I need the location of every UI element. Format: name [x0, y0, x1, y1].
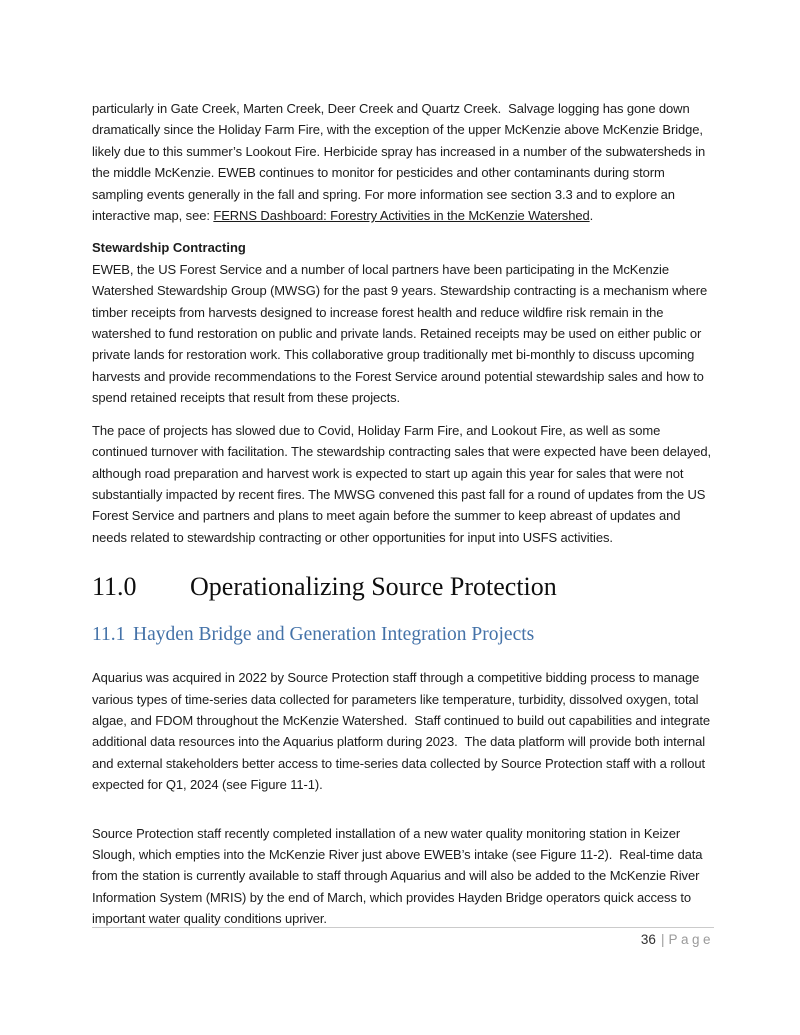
heading-stewardship-contracting: Stewardship Contracting [92, 240, 246, 256]
subsection-title: Hayden Bridge and Generation Integration Projects [133, 624, 535, 646]
ferns-dashboard-link[interactable]: FERNS Dashboard: Forestry Activities in the McKenzie Watershed [213, 208, 590, 224]
page-number-separator: | [660, 932, 665, 947]
paragraph-aquarius: Aquarius was acquired in 2022 by Source Protection staff through a competitive bidding process to manage various types of time-series data collected for parameters like temperature, turbidity, dissolved oxygen, total algae, and FDOM throughout the McKenzie Watershed. Staff continued to build out capabilities and integrate additional data resources into the Aquarius platform during 2023. The data platform will provide both internal and external stakeholders better access to time-series data collected by Source Protection staff with a rollout expected for Q1, 2024 (see Figure 11-1). [92, 670, 714, 793]
document-content [92, 98, 714, 941]
paragraph-forestry-activities [92, 98, 714, 226]
page-label: Page [668, 932, 714, 947]
subsection-number: 11.1 [92, 624, 126, 646]
page-number-area [92, 931, 714, 948]
section-heading-11-0 [92, 572, 714, 602]
paragraph-text: . [589, 208, 594, 224]
section-title: Operationalizing Source Protection [190, 572, 557, 602]
paragraph-keizer-slough: Source Protection staff recently completed installation of a new water quality monitoring station in Keizer Slough, which empties into the McKenzie River just above EWEB’s intake (see Figure 11-2). Real-time data from the station is currently available to staff through Aquarius and will also be added to the McKenzie River Information System (MRIS) by the end of March, which provides Hayden Bridge operators quick access to important water quality conditions upriver. [92, 825, 706, 927]
subsection-heading-11-1 [92, 623, 714, 647]
section-number: 11.0 [92, 572, 137, 602]
paragraph-text: particularly in Gate Creek, Marten Creek, Deer Creek and Quartz Creek. Salvage logging has gone down dramatically since the Holiday Farm Fire, with the exception of the upper McKenzie above McKenzie Bridge, likely due to this summer’s Lookout Fire. Herbicide spray has increased in a number of the subwatersheds in the middle McKenzie. EWEB continues to monitor for pesticides and other contaminants during storm sampling events generally in the fall and spring. For more information see section 3.3 and to explore an interactive map, see: [92, 101, 709, 224]
page-footer [92, 927, 714, 948]
paragraph-project-pace: The pace of projects has slowed due to Covid, Holiday Farm Fire, and Lookout Fire, as well as some continued turnover with facilitation. The stewardship contracting sales that were expected have been delayed, although road preparation and harvest work is expected to start up again this year for sales that were not substantially impacted by recent fires. The MWSG convened this past fall for a round of updates from the US Forest Service and partners and plans to meet again before the summer to keep abreast of updates and needs related to stewardship contracting or other opportunities for input into USFS activities. [92, 422, 715, 545]
paragraph-stewardship-group: EWEB, the US Forest Service and a number of local partners have been participating in the McKenzie Watershed Stewardship Group (MWSG) for the past 9 years. Stewardship contracting is a mechanism where timber receipts from harvests designed to increase forest health and reduce wildfire risk remain in the watershed to fund restoration on public and private lands. Retained receipts may be used on either public or private lands for restoration work. This collaborative group traditionally met bi-monthly to discuss upcoming harvests and provide recommendations to the Forest Service around potential stewardship sales and how to spend retained receipts that result from these projects. [92, 261, 711, 406]
footer-divider [92, 927, 714, 928]
page-number: 36 [640, 932, 656, 947]
